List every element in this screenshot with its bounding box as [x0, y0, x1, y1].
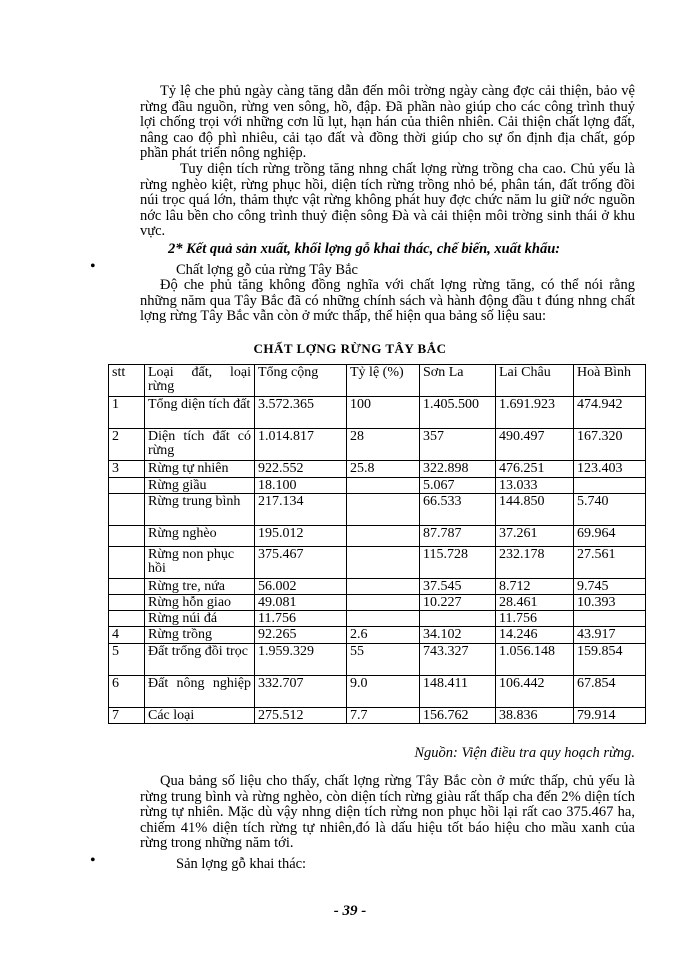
header-sonla: Sơn La	[420, 365, 496, 397]
table-title: CHẤT LỢNG RỪNG TÂY BẮC	[253, 341, 447, 356]
bullet-icon: •	[90, 258, 96, 275]
paragraph-4: Qua bảng số liệu cho thấy, chất lợng rừng Tây Bắc còn ở mức thấp, chủ yếu là rừng trung bình và rừng nghèo, còn diện tích rừng giàu rất thấp cha đến 2% diện tích rừng tự nhiên. Mặc dù vậy nhng diện tích rừng non phục hồi lại rất cao 375.467 ha, chiếm 41% diện tích rừng tự nhiên,đó là dấu hiệu tốt báo hiệu cho mầu xanh của rừng trong những năm tới.	[140, 773, 635, 852]
table-row: 5 Đất trống đồi trọc 1.959.329 55 743.327 1.056.148 159.854	[109, 644, 646, 676]
header-pct: Tỷ lệ (%)	[347, 365, 420, 397]
bullet-output-text: Sản lợng gỗ khai thác:	[176, 856, 307, 872]
header-type: Loại đất, loại rừng	[145, 365, 255, 397]
table-row: Rừng núi đá 11.756 11.756	[109, 611, 646, 627]
header-total: Tổng cộng	[255, 365, 347, 397]
header-laichau: Lai Châu	[496, 365, 574, 397]
table-row: 6 Đất nông nghiệp 332.707 9.0 148.411 106.442 67.854	[109, 676, 646, 708]
table-row: 1 Tổng diện tích đất 3.572.365 100 1.405.500 1.691.923 474.942	[109, 397, 646, 429]
table-source: Nguồn: Viện điều tra quy hoạch rừng.	[414, 745, 635, 761]
table-row: Rừng tre, nứa 56.002 37.545 8.712 9.745	[109, 579, 646, 595]
header-hoabinh: Hoà Bình	[574, 365, 646, 397]
table-row: Rừng nghèo 195.012 87.787 37.261 69.964	[109, 526, 646, 547]
bullet-quality-text: Chất lợng gỗ của rừng Tây Bắc	[176, 262, 358, 278]
table-row: Rừng hỗn giao 49.081 10.227 28.461 10.393	[109, 595, 646, 611]
table-row: 2 Diện tích đất có rừng 1.014.817 28 357 490.497 167.320	[109, 429, 646, 461]
table-row: Rừng trung bình 217.134 66.533 144.850 5.740	[109, 494, 646, 526]
table-row: Rừng giầu 18.100 5.067 13.033	[109, 478, 646, 494]
intro-paragraph-2: Tuy diện tích rừng trồng tăng nhng chất lợng rừng trồng cha cao. Chủ yếu là rừng nghèo kiệt, rừng phục hồi, diện tích rừng trồng nhỏ bé, phân tán, đất trống đồi núi trọc quá lớn, thảm thực vật rừng không phát huy đợc chức năm lu giữ nớc nguồn nớc lâu bền cho công trình thuỷ điện sông Đà và cải thiện môi trờng sinh thái ở khu vực.	[140, 161, 635, 240]
table-header-row	[109, 365, 646, 397]
header-stt: stt	[109, 365, 145, 397]
section-heading: 2* Kết quả sản xuất, khối lợng gỗ khai thác, chế biến, xuất khẩu:	[168, 241, 561, 257]
table-row: 4 Rừng trồng 92.265 2.6 34.102 14.246 43.917	[109, 627, 646, 644]
forest-quality-table	[108, 364, 646, 724]
table-row: 7 Các loại 275.512 7.7 156.762 38.836 79.914	[109, 708, 646, 724]
table-row: 3 Rừng tự nhiên 922.552 25.8 322.898 476.251 123.403	[109, 461, 646, 478]
bullet-icon: •	[90, 852, 96, 869]
intro-paragraph-1: Tỷ lệ che phủ ngày càng tăng dẫn đến môi trờng ngày càng đợc cải thiện, bảo vệ rừng đầu nguồn, rừng ven sông, hồ, đập. Đã phần nào giúp cho các công trình thuỷ lợi chống trọi với những cơn lũ lụt, hạn hán của thiên nhiên. Cải thiện chất lợng đất, nâng cao độ phì nhiêu, cải tạo đất và đồng thời giúp cho sự ổn định địa chất, góp phần phát triển nông nghiệp.	[140, 83, 635, 162]
paragraph-3: Độ che phủ tăng không đồng nghĩa với chất lợng rừng tăng, có thể nói rằng những năm qua Tây Bắc đã có những chính sách và hành động đầu t đúng nhng chất lợng rừng Tây Bắc vẫn còn ở mức thấp, thể hiện qua bảng số liệu sau:	[140, 277, 635, 325]
table-row: Rừng non phục hồi 375.467 115.728 232.178 27.561	[109, 547, 646, 579]
page-number: - 39 -	[333, 903, 367, 919]
